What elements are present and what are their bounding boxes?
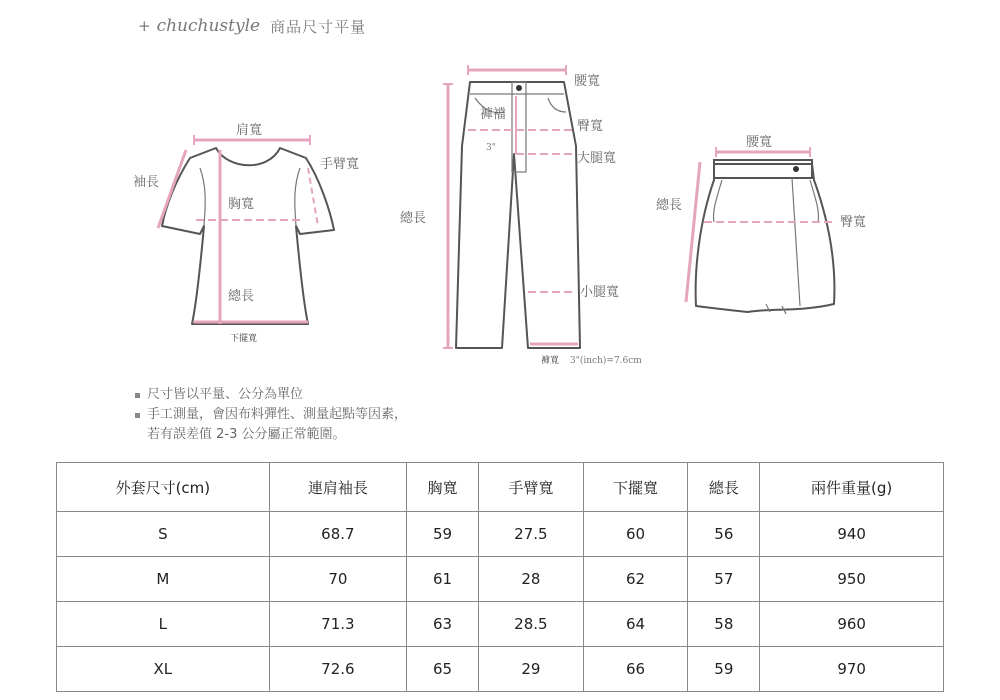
table-cell: 940 [760, 512, 944, 557]
label-total-length: 總長 [228, 289, 255, 304]
label-pants-waist: 腰寬 [574, 74, 601, 89]
table-cell: 29 [479, 647, 584, 692]
measurement-notes [135, 385, 407, 445]
size-table [56, 462, 944, 692]
note-item [135, 425, 407, 445]
table-cell: 71.3 [269, 602, 406, 647]
label-shoulder: 肩寬 [236, 123, 263, 138]
page-title: 商品尺寸平量 [270, 17, 367, 36]
brand-logo: chuchustyle [156, 16, 261, 36]
label-inch-note: 3"(inch)=7.6cm [570, 356, 642, 366]
table-cell: 57 [688, 557, 760, 602]
table-cell: 72.6 [269, 647, 406, 692]
table-cell: 62 [583, 557, 688, 602]
label-pants-leg-opening: 褲寬 [541, 356, 560, 366]
table-row [57, 557, 944, 602]
table-cell: M [57, 557, 270, 602]
label-skirt-hip: 臀寬 [840, 215, 867, 230]
page-header [138, 14, 366, 38]
label-pants-thigh: 大腿寬 [577, 151, 617, 166]
table-cell: 28.5 [479, 602, 584, 647]
table-cell: S [57, 512, 270, 557]
table-cell: 27.5 [479, 512, 584, 557]
table-cell: 59 [688, 647, 760, 692]
table-cell: 970 [760, 647, 944, 692]
pants-figure [400, 65, 642, 366]
header-weight: 兩件重量(g) [760, 463, 944, 512]
table-cell: 58 [688, 602, 760, 647]
header-total-length: 總長 [688, 463, 760, 512]
label-pants-length: 總長 [400, 211, 427, 226]
label-pants-rise-value: 3" [486, 143, 496, 153]
table-cell: 66 [583, 647, 688, 692]
table-cell: 60 [583, 512, 688, 557]
note-text: 手工測量，會因布料彈性、測量起點等因素， [147, 407, 408, 422]
table-cell: 68.7 [269, 512, 406, 557]
note-item [135, 385, 407, 405]
measurement-diagram [0, 40, 1000, 370]
header-hem: 下擺寬 [583, 463, 688, 512]
header-chest: 胸寬 [407, 463, 479, 512]
bullet-icon [135, 393, 140, 398]
pants-outline [456, 82, 580, 348]
header-arm-width: 手臂寬 [479, 463, 584, 512]
note-text: 若有誤差值 2-3 公分屬正常範圍。 [147, 427, 346, 442]
table-row [57, 512, 944, 557]
label-pants-calf: 小腿寬 [580, 285, 620, 300]
table-cell: 59 [407, 512, 479, 557]
table-row [57, 602, 944, 647]
label-arm-width: 手臂寬 [320, 157, 360, 172]
tshirt-figure [133, 123, 359, 344]
table-cell: 56 [688, 512, 760, 557]
label-skirt-waist: 腰寬 [746, 135, 773, 150]
table-cell: 28 [479, 557, 584, 602]
table-cell: L [57, 602, 270, 647]
label-skirt-length: 總長 [656, 198, 683, 213]
label-pants-hip: 臀寬 [577, 119, 604, 134]
note-text: 尺寸皆以平量、公分為單位 [147, 387, 304, 402]
table-cell: 70 [269, 557, 406, 602]
bullet-icon [135, 413, 140, 418]
table-cell: 960 [760, 602, 944, 647]
table-cell: 65 [407, 647, 479, 692]
label-hem: 下擺寬 [230, 334, 258, 344]
skirt-figure [656, 135, 866, 314]
label-sleeve-length: 袖長 [133, 175, 160, 190]
label-chest: 胸寬 [228, 197, 255, 212]
table-cell: 63 [407, 602, 479, 647]
table-cell: 61 [407, 557, 479, 602]
table-cell: XL [57, 647, 270, 692]
plus-icon: + [138, 17, 151, 35]
table-row [57, 647, 944, 692]
table-cell: 950 [760, 557, 944, 602]
header-size: 外套尺寸(cm) [57, 463, 270, 512]
table-header-row [57, 463, 944, 512]
table-cell: 64 [583, 602, 688, 647]
header-sleeve-length: 連肩袖長 [269, 463, 406, 512]
skirt-outline [696, 164, 835, 312]
label-pants-rise: 褲襠 [480, 107, 507, 122]
note-item [135, 405, 407, 425]
